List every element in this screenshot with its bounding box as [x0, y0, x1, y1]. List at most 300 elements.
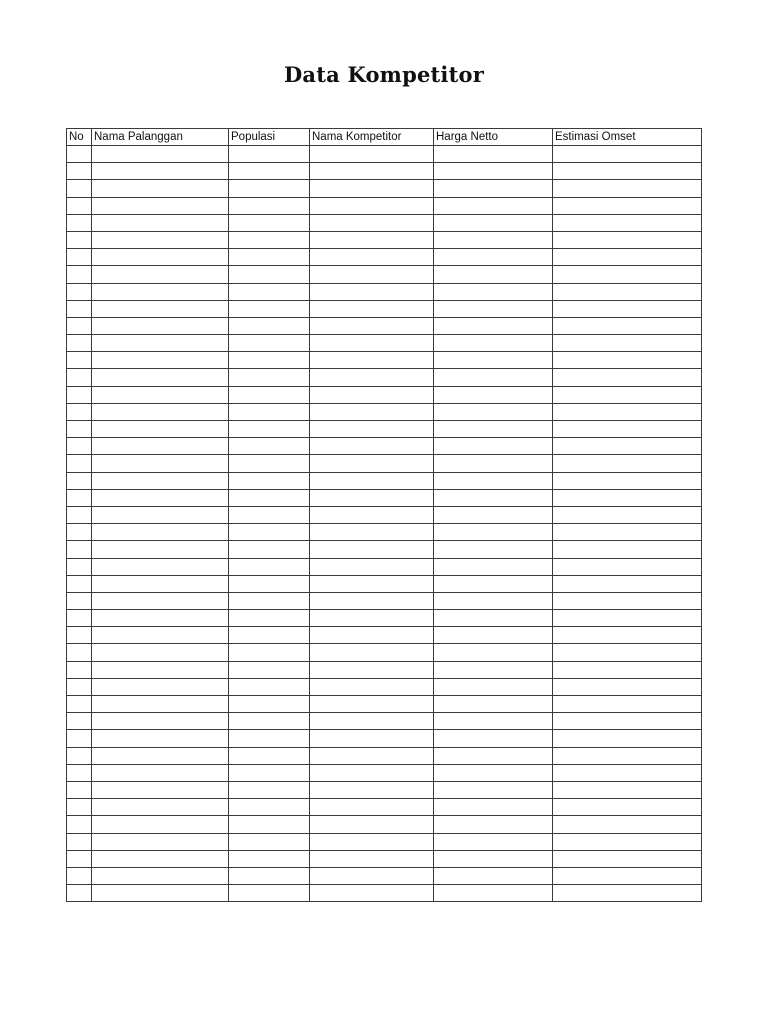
table-cell	[67, 541, 92, 558]
table-cell	[434, 438, 553, 455]
table-cell	[553, 558, 702, 575]
table-cell	[229, 300, 310, 317]
table-cell	[92, 799, 229, 816]
table-cell	[553, 696, 702, 713]
table-cell	[553, 575, 702, 592]
table-cell	[92, 850, 229, 867]
table-cell	[553, 730, 702, 747]
table-cell	[67, 403, 92, 420]
table-row	[67, 317, 702, 334]
table-cell	[310, 885, 434, 902]
table-cell	[67, 764, 92, 781]
table-cell	[67, 163, 92, 180]
table-cell	[434, 163, 553, 180]
table-cell	[67, 455, 92, 472]
table-cell	[92, 146, 229, 163]
table-row	[67, 644, 702, 661]
table-cell	[553, 317, 702, 334]
table-cell	[553, 661, 702, 678]
table-cell	[310, 833, 434, 850]
table-cell	[229, 592, 310, 609]
table-cell	[229, 799, 310, 816]
table-cell	[229, 867, 310, 884]
table-cell	[434, 867, 553, 884]
table-cell	[434, 696, 553, 713]
table-row	[67, 850, 702, 867]
table-cell	[67, 558, 92, 575]
table-cell	[553, 163, 702, 180]
table-cell	[310, 850, 434, 867]
table-cell	[92, 747, 229, 764]
table-cell	[67, 146, 92, 163]
table-cell	[553, 214, 702, 231]
table-cell	[310, 266, 434, 283]
table-cell	[310, 524, 434, 541]
table-cell	[92, 180, 229, 197]
table-cell	[92, 300, 229, 317]
table-row	[67, 214, 702, 231]
table-cell	[229, 266, 310, 283]
table-cell	[229, 214, 310, 231]
table-row	[67, 438, 702, 455]
table-cell	[553, 592, 702, 609]
table-cell	[553, 180, 702, 197]
table-cell	[67, 524, 92, 541]
table-cell	[229, 696, 310, 713]
table-cell	[229, 541, 310, 558]
table-cell	[553, 231, 702, 248]
table-cell	[310, 455, 434, 472]
table-cell	[310, 799, 434, 816]
table-cell	[67, 317, 92, 334]
table-cell	[229, 335, 310, 352]
table-cell	[310, 317, 434, 334]
table-cell	[67, 885, 92, 902]
table-cell	[310, 197, 434, 214]
table-row	[67, 592, 702, 609]
table-cell	[434, 455, 553, 472]
table-row	[67, 764, 702, 781]
table-cell	[229, 781, 310, 798]
table-cell	[553, 867, 702, 884]
table-cell	[553, 747, 702, 764]
table-cell	[67, 644, 92, 661]
table-cell	[67, 627, 92, 644]
table-cell	[229, 833, 310, 850]
table-cell	[229, 249, 310, 266]
table-cell	[553, 627, 702, 644]
table-cell	[434, 249, 553, 266]
table-cell	[434, 300, 553, 317]
table-cell	[92, 678, 229, 695]
table-cell	[67, 850, 92, 867]
table-cell	[434, 644, 553, 661]
table-cell	[434, 592, 553, 609]
table-cell	[310, 231, 434, 248]
table-cell	[434, 506, 553, 523]
table-cell	[92, 506, 229, 523]
table-cell	[92, 885, 229, 902]
table-cell	[229, 610, 310, 627]
table-cell	[67, 214, 92, 231]
table-cell	[67, 249, 92, 266]
table-cell	[434, 489, 553, 506]
table-cell	[67, 747, 92, 764]
table-cell	[67, 386, 92, 403]
table-cell	[229, 146, 310, 163]
column-header-harga-netto: Harga Netto	[434, 129, 553, 146]
table-cell	[553, 386, 702, 403]
table-row	[67, 180, 702, 197]
table-cell	[229, 317, 310, 334]
table-cell	[67, 421, 92, 438]
table-cell	[229, 403, 310, 420]
table-cell	[434, 833, 553, 850]
table-cell	[92, 421, 229, 438]
table-cell	[67, 283, 92, 300]
table-cell	[310, 627, 434, 644]
table-cell	[434, 369, 553, 386]
table-cell	[434, 764, 553, 781]
table-row	[67, 352, 702, 369]
table-cell	[229, 352, 310, 369]
table-row	[67, 747, 702, 764]
table-cell	[310, 214, 434, 231]
table-cell	[67, 867, 92, 884]
table-cell	[67, 472, 92, 489]
table-cell	[310, 747, 434, 764]
table-cell	[229, 885, 310, 902]
table-row	[67, 627, 702, 644]
table-row	[67, 541, 702, 558]
table-cell	[310, 369, 434, 386]
table-cell	[310, 713, 434, 730]
table-cell	[92, 283, 229, 300]
table-cell	[310, 386, 434, 403]
table-cell	[67, 575, 92, 592]
table-row	[67, 833, 702, 850]
table-cell	[434, 283, 553, 300]
table-cell	[92, 472, 229, 489]
table-row	[67, 472, 702, 489]
table-row	[67, 266, 702, 283]
table-cell	[434, 180, 553, 197]
table-cell	[310, 730, 434, 747]
table-cell	[553, 850, 702, 867]
table-cell	[92, 730, 229, 747]
table-cell	[553, 146, 702, 163]
column-header-populasi: Populasi	[229, 129, 310, 146]
table-cell	[434, 524, 553, 541]
table-cell	[553, 335, 702, 352]
table-cell	[92, 816, 229, 833]
table-body	[67, 146, 702, 902]
table-cell	[553, 489, 702, 506]
table-cell	[67, 266, 92, 283]
table-cell	[310, 678, 434, 695]
table-row	[67, 231, 702, 248]
table-cell	[434, 730, 553, 747]
competitor-table	[66, 128, 702, 902]
table-cell	[229, 816, 310, 833]
table-cell	[92, 764, 229, 781]
table-cell	[434, 214, 553, 231]
table-row	[67, 610, 702, 627]
table-cell	[310, 163, 434, 180]
table-cell	[67, 833, 92, 850]
table-cell	[434, 421, 553, 438]
table-cell	[434, 747, 553, 764]
table-cell	[67, 713, 92, 730]
table-cell	[310, 438, 434, 455]
table-cell	[434, 317, 553, 334]
table-cell	[92, 661, 229, 678]
table-cell	[434, 627, 553, 644]
table-cell	[434, 541, 553, 558]
table-cell	[229, 747, 310, 764]
table-cell	[92, 249, 229, 266]
table-row	[67, 781, 702, 798]
table-cell	[67, 781, 92, 798]
table-cell	[310, 575, 434, 592]
table-cell	[92, 197, 229, 214]
table-cell	[229, 850, 310, 867]
column-header-nama-palanggan: Nama Palanggan	[92, 129, 229, 146]
table-cell	[310, 352, 434, 369]
table-cell	[434, 610, 553, 627]
table-cell	[553, 610, 702, 627]
table-cell	[553, 197, 702, 214]
table-cell	[92, 833, 229, 850]
table-cell	[229, 489, 310, 506]
table-cell	[92, 541, 229, 558]
table-row	[67, 661, 702, 678]
table-cell	[229, 644, 310, 661]
table-row	[67, 867, 702, 884]
table-cell	[67, 489, 92, 506]
table-row	[67, 489, 702, 506]
table-cell	[92, 713, 229, 730]
table-cell	[553, 541, 702, 558]
table-cell	[92, 214, 229, 231]
table-cell	[229, 472, 310, 489]
table-row	[67, 575, 702, 592]
table-row	[67, 163, 702, 180]
table-row	[67, 197, 702, 214]
table-row	[67, 799, 702, 816]
table-row	[67, 403, 702, 420]
table-cell	[553, 764, 702, 781]
table-cell	[229, 661, 310, 678]
column-header-estimasi-omset: Estimasi Omset	[553, 129, 702, 146]
table-cell	[229, 713, 310, 730]
table-row	[67, 369, 702, 386]
table-row	[67, 300, 702, 317]
table-cell	[310, 146, 434, 163]
table-cell	[229, 575, 310, 592]
table-cell	[310, 180, 434, 197]
table-cell	[553, 455, 702, 472]
table-row	[67, 283, 702, 300]
table-cell	[434, 146, 553, 163]
table-cell	[229, 627, 310, 644]
table-cell	[310, 472, 434, 489]
table-cell	[434, 575, 553, 592]
table-row	[67, 816, 702, 833]
table-cell	[67, 335, 92, 352]
table-cell	[310, 867, 434, 884]
table-cell	[310, 696, 434, 713]
table-cell	[310, 816, 434, 833]
table-cell	[92, 610, 229, 627]
table-cell	[67, 300, 92, 317]
table-cell	[310, 506, 434, 523]
table-row	[67, 885, 702, 902]
table-row	[67, 146, 702, 163]
table-cell	[92, 231, 229, 248]
table-cell	[434, 661, 553, 678]
table-cell	[92, 696, 229, 713]
table-cell	[67, 506, 92, 523]
column-header-no: No	[67, 129, 92, 146]
table-cell	[553, 403, 702, 420]
table-cell	[434, 816, 553, 833]
table-row	[67, 713, 702, 730]
table-cell	[434, 403, 553, 420]
table-cell	[434, 713, 553, 730]
table-row	[67, 558, 702, 575]
table-cell	[92, 575, 229, 592]
table-cell	[553, 438, 702, 455]
table-cell	[310, 403, 434, 420]
table-cell	[553, 799, 702, 816]
table-cell	[310, 421, 434, 438]
table-cell	[229, 386, 310, 403]
table-cell	[310, 489, 434, 506]
table-cell	[92, 352, 229, 369]
table-cell	[553, 266, 702, 283]
table-cell	[67, 696, 92, 713]
table-cell	[92, 867, 229, 884]
table-cell	[92, 266, 229, 283]
table-cell	[92, 592, 229, 609]
table-cell	[310, 781, 434, 798]
table-cell	[92, 335, 229, 352]
table-cell	[92, 644, 229, 661]
table-cell	[229, 764, 310, 781]
table-cell	[553, 352, 702, 369]
table-cell	[434, 386, 553, 403]
table-cell	[229, 524, 310, 541]
table-cell	[434, 781, 553, 798]
table-row	[67, 386, 702, 403]
table-cell	[434, 231, 553, 248]
table-cell	[67, 661, 92, 678]
table-cell	[92, 455, 229, 472]
table-cell	[67, 816, 92, 833]
table-cell	[310, 592, 434, 609]
table-cell	[67, 231, 92, 248]
table-cell	[553, 421, 702, 438]
table-cell	[67, 369, 92, 386]
table-cell	[67, 197, 92, 214]
table-cell	[310, 661, 434, 678]
table-cell	[67, 610, 92, 627]
table-cell	[229, 369, 310, 386]
table-cell	[92, 438, 229, 455]
table-row	[67, 421, 702, 438]
table-cell	[434, 266, 553, 283]
table-cell	[434, 885, 553, 902]
table-cell	[92, 403, 229, 420]
table-cell	[310, 249, 434, 266]
table-cell	[310, 541, 434, 558]
table-cell	[434, 850, 553, 867]
table-cell	[553, 506, 702, 523]
table-cell	[67, 730, 92, 747]
table-cell	[434, 558, 553, 575]
table-cell	[229, 231, 310, 248]
column-header-nama-kompetitor: Nama Kompetitor	[310, 129, 434, 146]
table-cell	[67, 592, 92, 609]
table-cell	[553, 644, 702, 661]
table-cell	[229, 558, 310, 575]
table-cell	[553, 833, 702, 850]
table-cell	[67, 180, 92, 197]
table-cell	[92, 317, 229, 334]
table-cell	[310, 558, 434, 575]
table-cell	[553, 781, 702, 798]
table-cell	[229, 678, 310, 695]
table-cell	[92, 386, 229, 403]
table-cell	[229, 283, 310, 300]
table-cell	[229, 180, 310, 197]
table-cell	[92, 558, 229, 575]
table-cell	[553, 300, 702, 317]
table-cell	[310, 610, 434, 627]
table-cell	[67, 799, 92, 816]
table-cell	[434, 799, 553, 816]
table-cell	[553, 249, 702, 266]
table-cell	[553, 885, 702, 902]
table-cell	[92, 627, 229, 644]
table-cell	[92, 489, 229, 506]
table-cell	[310, 644, 434, 661]
table-cell	[92, 524, 229, 541]
table-cell	[229, 730, 310, 747]
table-header-row	[67, 129, 702, 146]
table-cell	[434, 472, 553, 489]
table-cell	[553, 524, 702, 541]
table-cell	[229, 455, 310, 472]
table-cell	[553, 713, 702, 730]
table-row	[67, 506, 702, 523]
table-cell	[434, 197, 553, 214]
table-row	[67, 249, 702, 266]
table-cell	[67, 352, 92, 369]
table-cell	[310, 300, 434, 317]
table-cell	[310, 764, 434, 781]
table-cell	[229, 197, 310, 214]
table-cell	[553, 369, 702, 386]
table-row	[67, 524, 702, 541]
table-cell	[229, 163, 310, 180]
table-cell	[434, 678, 553, 695]
table-cell	[434, 335, 553, 352]
table-cell	[310, 283, 434, 300]
table-cell	[553, 472, 702, 489]
table-cell	[92, 781, 229, 798]
